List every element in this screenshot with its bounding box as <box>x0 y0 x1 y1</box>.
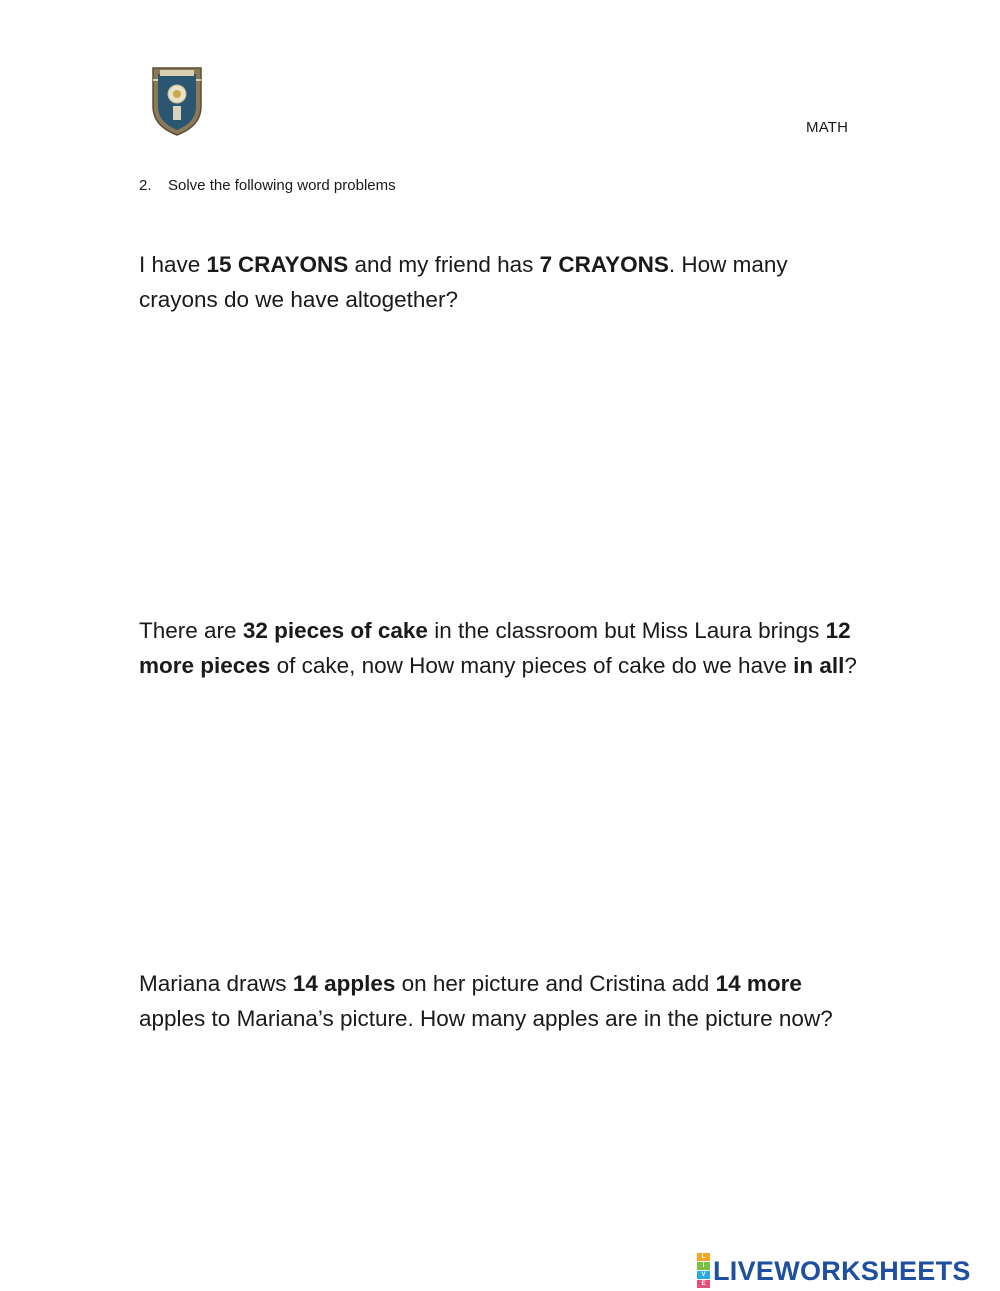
liveworksheets-brand <box>697 1256 971 1286</box>
instruction-number: 2. <box>139 177 152 194</box>
brand-name: LIVEWORKSHEETS <box>713 1255 971 1286</box>
problem-text: Mariana draws <box>139 971 293 996</box>
problem-key-value: 14 apples <box>292 971 396 996</box>
instruction-line <box>139 177 396 194</box>
liveworksheets-icon <box>697 1253 710 1289</box>
brand-mark-letter: L <box>697 1253 710 1261</box>
problem-key-value: 12 more pieces <box>139 618 851 678</box>
word-problem-1 <box>139 248 859 317</box>
problem-text: ? <box>844 652 857 678</box>
problem-text: I have <box>139 252 207 277</box>
problem-key-value: 15 CRAYONS <box>206 252 349 277</box>
brand-mark-letter: I <box>697 1262 710 1270</box>
school-crest-logo <box>150 66 204 136</box>
problem-key-value: in all <box>793 652 845 678</box>
brand-mark-letter: E <box>697 1280 710 1288</box>
problem-text: . How many crayons do we have altogether? <box>139 252 788 312</box>
instruction-text: Solve the following word problems <box>168 177 396 194</box>
problem-text: apples to Mariana’s picture. How many apples are in the picture now? <box>139 1005 833 1031</box>
word-problem-2 <box>139 614 859 683</box>
problem-key-value: 7 CRAYONS <box>539 252 669 277</box>
problem-text: and my friend has <box>348 252 540 277</box>
problem-text: of cake, now How many pieces of cake do we have <box>270 652 794 678</box>
problem-key-value: 14 more <box>715 971 802 996</box>
problem-text: There are <box>139 618 243 643</box>
brand-mark-letter: V <box>697 1271 710 1279</box>
problem-text: in the classroom but Miss Laura brings <box>427 618 826 643</box>
subject-label: MATH <box>806 119 849 136</box>
word-problem-3 <box>139 967 859 1036</box>
problem-key-value: 32 pieces of cake <box>242 618 428 643</box>
problem-text: on her picture and Cristina add <box>395 971 716 996</box>
